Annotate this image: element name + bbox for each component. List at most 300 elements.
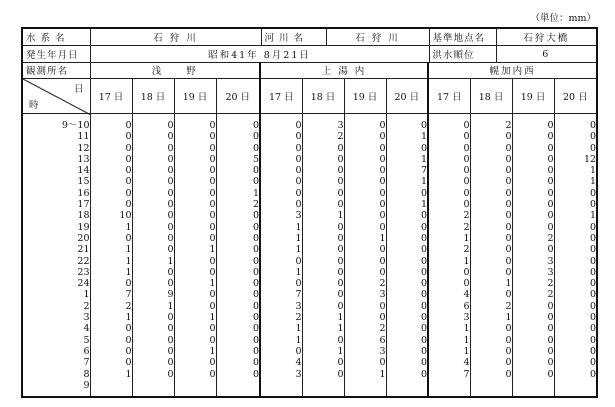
rainfall-value: 0 <box>554 188 597 199</box>
rainfall-value: 0 <box>132 346 174 357</box>
base-point-label: 基準地点名 <box>429 28 496 46</box>
day-header: 18 日 <box>132 79 174 114</box>
rainfall-value: 10 <box>90 210 132 221</box>
rainfall-value: 0 <box>132 131 174 142</box>
rainfall-value: 0 <box>470 289 512 300</box>
rainfall-value: 0 <box>512 323 554 334</box>
rainfall-value: 0 <box>260 256 302 267</box>
rainfall-value: 1 <box>90 312 132 323</box>
rainfall-value: 2 <box>216 199 260 210</box>
rainfall-value: 0 <box>344 312 386 323</box>
day-header: 20 日 <box>386 79 428 114</box>
rainfall-value <box>344 380 386 397</box>
hour-label: 21 <box>77 244 90 256</box>
rainfall-value: 0 <box>554 233 597 244</box>
date-label: 発生年月日 <box>22 46 90 63</box>
rainfall-value: 0 <box>512 199 554 210</box>
day-header: 20 日 <box>554 79 597 114</box>
rainfall-value: 1 <box>470 312 512 323</box>
rainfall-value: 0 <box>132 165 174 176</box>
rainfall-value: 0 <box>344 222 386 233</box>
rainfall-value: 4 <box>428 357 470 368</box>
rainfall-value: 7 <box>90 289 132 300</box>
station-name: 上 湯 内 <box>260 62 428 79</box>
rainfall-value: 0 <box>302 143 344 154</box>
rainfall-value: 1 <box>428 256 470 267</box>
rainfall-value: 0 <box>90 199 132 210</box>
rainfall-value: 0 <box>174 143 216 154</box>
hour-label: 8 <box>83 368 90 380</box>
table-row <box>22 210 597 221</box>
rainfall-value: 1 <box>260 323 302 334</box>
rainfall-value: 1 <box>302 323 344 334</box>
rainfall-value: 2 <box>428 210 470 221</box>
rainfall-value: 0 <box>554 369 597 380</box>
rainfall-value: 0 <box>470 244 512 255</box>
day-header: 17 日 <box>90 79 132 114</box>
rainfall-value: 6 <box>428 301 470 312</box>
rainfall-value: 2 <box>428 244 470 255</box>
rainfall-value: 2 <box>344 278 386 289</box>
rainfall-value: 0 <box>386 278 428 289</box>
rainfall-value: 0 <box>512 335 554 346</box>
rainfall-value: 0 <box>174 335 216 346</box>
rainfall-value: 0 <box>512 114 554 132</box>
rainfall-value: 0 <box>344 210 386 221</box>
hour-label: 17 <box>77 199 90 211</box>
rainfall-value: 0 <box>216 289 260 300</box>
rainfall-value: 2 <box>260 312 302 323</box>
rainfall-value: 0 <box>554 143 597 154</box>
rainfall-value: 0 <box>216 312 260 323</box>
rainfall-value: 0 <box>386 188 428 199</box>
station-name: 浅 野 <box>90 62 260 79</box>
rainfall-value: 0 <box>512 346 554 357</box>
table-row <box>22 176 597 187</box>
rainfall-value: 0 <box>470 222 512 233</box>
rainfall-value: 0 <box>302 199 344 210</box>
rainfall-value <box>174 380 216 397</box>
rainfall-value: 0 <box>470 210 512 221</box>
rainfall-value: 0 <box>216 278 260 289</box>
rainfall-value: 0 <box>554 289 597 300</box>
rainfall-value: 0 <box>344 199 386 210</box>
rainfall-value: 9 <box>132 289 174 300</box>
rainfall-value: 0 <box>132 222 174 233</box>
rainfall-value: 3 <box>260 301 302 312</box>
rainfall-value: 0 <box>428 267 470 278</box>
rainfall-value: 0 <box>512 312 554 323</box>
rainfall-value: 0 <box>302 369 344 380</box>
rainfall-value: 2 <box>470 301 512 312</box>
table-row <box>22 154 597 165</box>
rainfall-value: 0 <box>174 233 216 244</box>
rainfall-value: 0 <box>470 176 512 187</box>
rainfall-value: 0 <box>216 301 260 312</box>
rainfall-value: 0 <box>344 131 386 142</box>
rainfall-value: 0 <box>344 114 386 132</box>
rainfall-value: 0 <box>302 165 344 176</box>
hour-label: 7 <box>83 357 90 369</box>
rainfall-value: 3 <box>344 289 386 300</box>
rainfall-value: 0 <box>470 357 512 368</box>
rainfall-value: 0 <box>302 357 344 368</box>
rainfall-value: 0 <box>132 143 174 154</box>
rainfall-value: 1 <box>428 346 470 357</box>
rainfall-value: 0 <box>470 267 512 278</box>
hour-label: 14 <box>77 165 90 177</box>
table-row <box>22 357 597 368</box>
water-system-label: 水 系 名 <box>22 28 90 46</box>
day-header: 17 日 <box>428 79 470 114</box>
rainfall-value: 7 <box>428 369 470 380</box>
table-row <box>22 165 597 176</box>
rainfall-value: 0 <box>216 176 260 187</box>
station-label: 観測所名 <box>22 62 90 79</box>
rainfall-value: 0 <box>554 256 597 267</box>
table-row <box>22 323 597 334</box>
rainfall-value <box>90 380 132 397</box>
rainfall-table <box>21 62 598 398</box>
hour-label: 12 <box>77 142 90 154</box>
hour-label: 11 <box>77 131 90 143</box>
rainfall-value: 0 <box>216 335 260 346</box>
rainfall-value <box>260 380 302 397</box>
day-header: 19 日 <box>512 79 554 114</box>
table-row <box>22 278 597 289</box>
rainfall-value: 1 <box>90 222 132 233</box>
rainfall-value: 0 <box>90 114 132 132</box>
rainfall-value: 0 <box>132 323 174 334</box>
hour-label: 1 <box>83 289 90 301</box>
rainfall-value: 0 <box>470 323 512 334</box>
rainfall-value: 0 <box>470 143 512 154</box>
rainfall-value: 0 <box>386 357 428 368</box>
rainfall-value: 0 <box>344 244 386 255</box>
rainfall-value: 0 <box>260 165 302 176</box>
rainfall-value: 3 <box>302 114 344 132</box>
rainfall-value: 0 <box>344 357 386 368</box>
table-row <box>22 222 597 233</box>
rainfall-value: 0 <box>512 176 554 187</box>
rainfall-value: 0 <box>90 143 132 154</box>
rainfall-value: 1 <box>302 210 344 221</box>
rainfall-value: 0 <box>302 176 344 187</box>
rainfall-value: 1 <box>386 176 428 187</box>
rainfall-value: 0 <box>216 222 260 233</box>
rainfall-value: 0 <box>174 289 216 300</box>
rainfall-value: 1 <box>132 256 174 267</box>
rainfall-value: 0 <box>216 131 260 142</box>
flood-order-value: 6 <box>496 46 597 63</box>
rainfall-value: 0 <box>386 301 428 312</box>
rainfall-value: 0 <box>386 346 428 357</box>
rainfall-value: 0 <box>216 357 260 368</box>
rainfall-value: 0 <box>554 114 597 132</box>
rainfall-value: 1 <box>174 312 216 323</box>
rainfall-value: 0 <box>132 369 174 380</box>
table-row <box>22 346 597 357</box>
rainfall-value: 1 <box>260 222 302 233</box>
hour-label: 9 <box>83 379 90 391</box>
rainfall-value: 0 <box>470 154 512 165</box>
rainfall-value: 0 <box>174 188 216 199</box>
rainfall-value: 0 <box>512 301 554 312</box>
rainfall-value <box>216 380 260 397</box>
hour-label: 13 <box>77 153 90 165</box>
rainfall-value: 0 <box>90 165 132 176</box>
rainfall-value: 3 <box>344 346 386 357</box>
day-header: 19 日 <box>344 79 386 114</box>
rainfall-value: 0 <box>344 301 386 312</box>
rainfall-value: 0 <box>554 267 597 278</box>
corner-cell <box>22 79 90 114</box>
day-header: 19 日 <box>174 79 216 114</box>
rainfall-value: 0 <box>386 244 428 255</box>
day-header: 17 日 <box>260 79 302 114</box>
table-row <box>22 267 597 278</box>
river-value: 石 狩 川 <box>326 28 429 46</box>
rainfall-value: 0 <box>470 256 512 267</box>
rainfall-value: 0 <box>174 165 216 176</box>
rainfall-value: 0 <box>216 143 260 154</box>
rainfall-value: 6 <box>344 335 386 346</box>
rainfall-value: 3 <box>260 210 302 221</box>
rainfall-value: 0 <box>386 210 428 221</box>
rainfall-value: 0 <box>512 188 554 199</box>
rainfall-value: 0 <box>344 256 386 267</box>
rainfall-value: 0 <box>90 278 132 289</box>
rainfall-value: 2 <box>90 301 132 312</box>
rainfall-value: 0 <box>428 165 470 176</box>
rainfall-value: 1 <box>302 346 344 357</box>
rainfall-value: 0 <box>132 335 174 346</box>
rainfall-value: 0 <box>470 165 512 176</box>
rainfall-value: 0 <box>344 143 386 154</box>
rainfall-value: 0 <box>216 323 260 334</box>
rainfall-value: 0 <box>344 154 386 165</box>
rainfall-value: 0 <box>512 369 554 380</box>
rainfall-value: 0 <box>174 222 216 233</box>
rainfall-value: 0 <box>174 176 216 187</box>
rainfall-value: 1 <box>90 267 132 278</box>
rainfall-value: 0 <box>386 323 428 334</box>
rainfall-value: 0 <box>386 114 428 132</box>
rainfall-value: 0 <box>302 244 344 255</box>
rainfall-value: 0 <box>554 346 597 357</box>
rainfall-value: 0 <box>512 165 554 176</box>
rainfall-value: 0 <box>512 357 554 368</box>
rainfall-value <box>132 380 174 397</box>
rainfall-value: 0 <box>216 165 260 176</box>
rainfall-value: 0 <box>174 256 216 267</box>
table-row <box>22 256 597 267</box>
rainfall-value: 1 <box>174 346 216 357</box>
rainfall-value: 0 <box>344 188 386 199</box>
table-row <box>22 369 597 380</box>
rainfall-value: 0 <box>132 176 174 187</box>
rainfall-value: 0 <box>132 357 174 368</box>
rainfall-value: 0 <box>512 222 554 233</box>
rainfall-value: 0 <box>344 176 386 187</box>
rainfall-value: 2 <box>512 278 554 289</box>
hour-label: 5 <box>83 334 90 346</box>
station-name: 幌加内西 <box>428 62 597 79</box>
rainfall-record-sheet <box>21 27 596 398</box>
rainfall-value: 0 <box>132 210 174 221</box>
rainfall-value: 1 <box>260 244 302 255</box>
rainfall-value: 1 <box>302 312 344 323</box>
rainfall-value: 0 <box>428 154 470 165</box>
rainfall-value: 0 <box>90 233 132 244</box>
rainfall-value: 0 <box>132 244 174 255</box>
rainfall-value: 0 <box>512 244 554 255</box>
rainfall-value: 0 <box>470 188 512 199</box>
rainfall-value: 0 <box>302 335 344 346</box>
flood-order-label: 洪水順位 <box>429 46 496 63</box>
rainfall-value: 0 <box>512 210 554 221</box>
rainfall-value: 0 <box>386 289 428 300</box>
rainfall-value: 3 <box>260 369 302 380</box>
table-row <box>22 335 597 346</box>
rainfall-value: 1 <box>344 233 386 244</box>
rainfall-value: 0 <box>512 131 554 142</box>
rainfall-value: 0 <box>554 301 597 312</box>
rainfall-value: 0 <box>90 131 132 142</box>
hour-label: 23 <box>77 266 90 278</box>
rainfall-value: 1 <box>260 335 302 346</box>
rainfall-value <box>554 380 597 397</box>
rainfall-value: 4 <box>428 289 470 300</box>
rainfall-value: 0 <box>428 131 470 142</box>
rainfall-value: 0 <box>470 199 512 210</box>
hour-label: 15 <box>77 176 90 188</box>
rainfall-value: 0 <box>174 357 216 368</box>
rainfall-value: 1 <box>90 244 132 255</box>
rainfall-value: 2 <box>512 233 554 244</box>
hour-label: 16 <box>77 187 90 199</box>
hour-label: 4 <box>83 323 90 335</box>
rainfall-value: 0 <box>302 154 344 165</box>
rainfall-value: 0 <box>554 323 597 334</box>
rainfall-value: 0 <box>302 289 344 300</box>
rainfall-value: 0 <box>174 267 216 278</box>
hour-label: 18 <box>77 210 90 222</box>
rainfall-value: 2 <box>344 323 386 334</box>
rainfall-value: 0 <box>132 199 174 210</box>
day-header: 18 日 <box>302 79 344 114</box>
rainfall-value: 0 <box>554 312 597 323</box>
table-row <box>22 244 597 255</box>
rainfall-value: 0 <box>428 143 470 154</box>
day-header: 18 日 <box>470 79 512 114</box>
river-label: 河 川 名 <box>261 28 326 46</box>
rainfall-value: 0 <box>132 278 174 289</box>
table-row <box>22 114 597 132</box>
rainfall-value: 0 <box>428 199 470 210</box>
rainfall-value: 1 <box>132 301 174 312</box>
rainfall-value: 0 <box>260 131 302 142</box>
rainfall-value: 1 <box>216 188 260 199</box>
rainfall-value: 0 <box>132 154 174 165</box>
rainfall-value: 0 <box>216 210 260 221</box>
rainfall-value: 0 <box>428 278 470 289</box>
rainfall-value: 1 <box>428 323 470 334</box>
rainfall-value <box>470 380 512 397</box>
rainfall-value: 2 <box>512 289 554 300</box>
rainfall-value: 0 <box>554 131 597 142</box>
hour-label: 19 <box>77 221 90 233</box>
rainfall-value: 0 <box>554 222 597 233</box>
rainfall-value: 12 <box>554 154 597 165</box>
water-system-value: 石 狩 川 <box>90 28 261 46</box>
rainfall-value: 0 <box>260 176 302 187</box>
rainfall-value: 0 <box>470 335 512 346</box>
rainfall-value: 0 <box>216 346 260 357</box>
rainfall-value: 0 <box>90 188 132 199</box>
rainfall-value: 0 <box>428 188 470 199</box>
rainfall-value: 0 <box>554 335 597 346</box>
hour-label: 22 <box>77 255 90 267</box>
rainfall-value: 2 <box>428 222 470 233</box>
rainfall-value: 1 <box>386 154 428 165</box>
date-value: 昭和41年 8月21日 <box>90 46 429 63</box>
rainfall-value: 0 <box>174 369 216 380</box>
rainfall-value: 0 <box>302 233 344 244</box>
rainfall-value <box>428 380 470 397</box>
rainfall-value <box>512 380 554 397</box>
rainfall-value: 1 <box>260 233 302 244</box>
rainfall-value: 0 <box>386 233 428 244</box>
rainfall-value: 0 <box>386 335 428 346</box>
header-table <box>21 27 598 63</box>
rainfall-value: 5 <box>216 154 260 165</box>
rainfall-value: 0 <box>216 244 260 255</box>
rainfall-value: 0 <box>90 323 132 334</box>
rainfall-value: 0 <box>260 278 302 289</box>
rainfall-value: 0 <box>90 335 132 346</box>
rainfall-value: 0 <box>174 154 216 165</box>
table-row <box>22 188 597 199</box>
rainfall-value: 0 <box>90 176 132 187</box>
day-header: 20 日 <box>216 79 260 114</box>
table-row <box>22 301 597 312</box>
table-row <box>22 312 597 323</box>
table-row <box>22 131 597 142</box>
rainfall-value: 0 <box>132 233 174 244</box>
rainfall-value: 0 <box>302 278 344 289</box>
rainfall-value: 0 <box>428 114 470 132</box>
rainfall-value: 1 <box>90 369 132 380</box>
rainfall-value: 1 <box>344 369 386 380</box>
rainfall-value: 0 <box>174 199 216 210</box>
rainfall-value: 1 <box>554 165 597 176</box>
rainfall-value: 0 <box>344 267 386 278</box>
rainfall-value: 0 <box>512 143 554 154</box>
hour-label: 3 <box>83 312 90 324</box>
rainfall-value: 0 <box>174 131 216 142</box>
rainfall-value: 0 <box>302 301 344 312</box>
rainfall-value: 0 <box>90 346 132 357</box>
rainfall-value: 0 <box>386 267 428 278</box>
rainfall-value: 4 <box>260 357 302 368</box>
rainfall-value: 0 <box>302 188 344 199</box>
rainfall-value: 7 <box>386 165 428 176</box>
rainfall-value: 7 <box>260 289 302 300</box>
rainfall-value: 3 <box>428 312 470 323</box>
rainfall-value: 2 <box>302 131 344 142</box>
rainfall-value: 1 <box>386 199 428 210</box>
